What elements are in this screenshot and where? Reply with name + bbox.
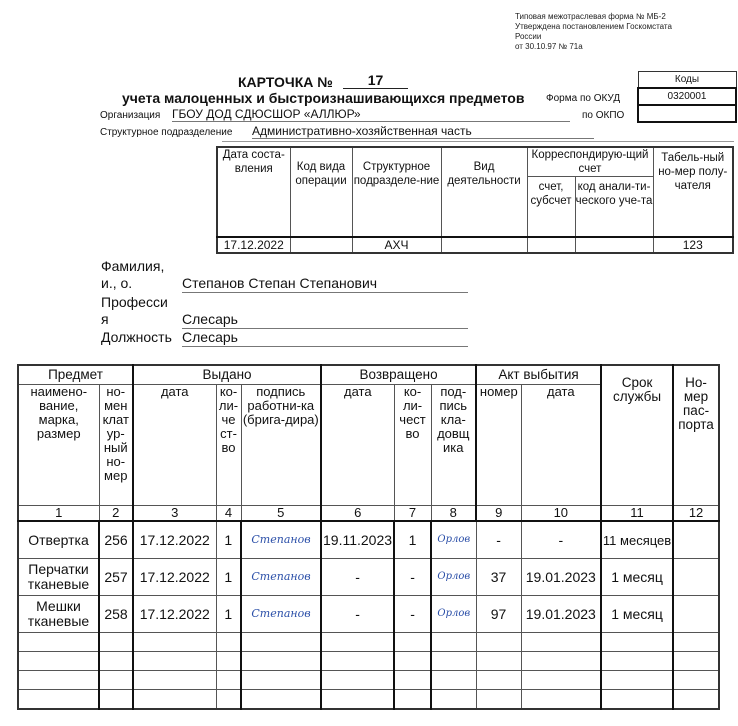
approval-line: Типовая межотраслевая форма № МБ-2 — [515, 12, 666, 21]
codes-header: Коды — [638, 72, 736, 89]
name-label-line2: и., о. — [101, 275, 133, 291]
header-service-life: Срок службы — [601, 365, 673, 506]
column-number: 5 — [241, 506, 321, 522]
empty-cell[interactable] — [216, 652, 241, 671]
empty-cell[interactable] — [99, 690, 133, 710]
empty-cell[interactable] — [521, 652, 601, 671]
card-title: КАРТОЧКА № — [238, 74, 333, 90]
divider — [222, 141, 734, 142]
header-date: Дата соста-вления — [217, 147, 290, 237]
empty-cell[interactable] — [394, 633, 431, 652]
cell-name[interactable]: Перчатки тканевые — [18, 559, 99, 596]
empty-cell[interactable] — [18, 690, 99, 710]
form-approval-note — [515, 12, 672, 52]
cell-keeper-signature[interactable]: Орлов — [431, 559, 476, 596]
card-info-table — [216, 146, 734, 254]
group-returned: Возвращено — [321, 365, 476, 385]
empty-cell[interactable] — [18, 671, 99, 690]
empty-cell[interactable] — [673, 671, 719, 690]
organization-field[interactable]: ГБОУ ДОД СДЮСШОР «АЛЛЮР» — [172, 107, 570, 122]
empty-cell[interactable] — [18, 633, 99, 652]
column-number: 8 — [431, 506, 476, 522]
value-analytic[interactable] — [575, 237, 653, 253]
empty-cell[interactable] — [321, 671, 394, 690]
header-issued-date: дата — [133, 385, 216, 506]
empty-cell[interactable] — [521, 690, 601, 710]
profession-label-line1: Професси — [101, 294, 168, 310]
empty-cell[interactable] — [394, 671, 431, 690]
empty-cell[interactable] — [216, 671, 241, 690]
cell-act-number[interactable]: 37 — [476, 559, 521, 596]
cell-passport[interactable] — [673, 559, 719, 596]
empty-row — [18, 671, 719, 690]
department-field[interactable]: Административно-хозяйственная часть — [252, 124, 594, 139]
position-label: Должность — [101, 329, 172, 345]
empty-cell[interactable] — [673, 633, 719, 652]
approval-line: от 30.10.97 № 71а — [515, 42, 583, 51]
empty-cell[interactable] — [431, 633, 476, 652]
header-analytic: код анали-ти-ческого уче-та — [575, 177, 653, 238]
empty-cell[interactable] — [394, 690, 431, 710]
items-table — [17, 364, 720, 710]
empty-cell[interactable] — [321, 690, 394, 710]
cell-name[interactable]: Мешки тканевые — [18, 596, 99, 633]
empty-cell[interactable] — [133, 690, 216, 710]
table-row — [18, 521, 719, 559]
empty-cell[interactable] — [673, 652, 719, 671]
group-writeoff: Акт выбытия — [476, 365, 601, 385]
empty-cell[interactable] — [99, 633, 133, 652]
column-numbers-row — [18, 506, 719, 522]
header-op-code: Код вида операции — [290, 147, 352, 237]
header-passport: Но-мер пас-порта — [673, 365, 719, 506]
cell-act-date[interactable]: 19.01.2023 — [521, 559, 601, 596]
empty-cell[interactable] — [521, 671, 601, 690]
header-worker-sign: подпись работни-ка (брига-дира) — [241, 385, 321, 506]
column-number: 3 — [133, 506, 216, 522]
column-number: 9 — [476, 506, 521, 522]
value-date[interactable]: 17.12.2022 — [217, 237, 290, 253]
column-number: 4 — [216, 506, 241, 522]
profession-field[interactable]: Слесарь — [182, 311, 468, 329]
okpo-label: по ОКПО — [582, 110, 625, 121]
card-number-field[interactable]: 17 — [343, 72, 408, 89]
position-field[interactable]: Слесарь — [182, 329, 468, 347]
cell-returned-date[interactable]: 19.11.2023 — [321, 521, 394, 559]
card-subtitle: учета малоценных и быстроизнашивающихся предметов — [122, 90, 525, 106]
column-number: 10 — [521, 506, 601, 522]
cell-issued-date[interactable]: 17.12.2022 — [133, 521, 216, 559]
header-dept: Структурное подразделе-ние — [352, 147, 441, 237]
codes-table — [637, 71, 737, 123]
empty-cell[interactable] — [601, 671, 673, 690]
empty-cell[interactable] — [476, 671, 521, 690]
empty-cell[interactable] — [394, 652, 431, 671]
empty-cell[interactable] — [476, 652, 521, 671]
empty-cell[interactable] — [18, 652, 99, 671]
empty-cell[interactable] — [216, 690, 241, 710]
cell-service-life[interactable]: 11 месяцев — [601, 521, 673, 559]
header-issued-qty: ко-ли-че ст-во — [216, 385, 241, 506]
value-tab-no[interactable]: 123 — [653, 237, 733, 253]
empty-cell[interactable] — [476, 690, 521, 710]
empty-cell[interactable] — [601, 652, 673, 671]
empty-row — [18, 690, 719, 710]
cell-act-date[interactable]: 19.01.2023 — [521, 596, 601, 633]
header-returned-date: дата — [321, 385, 394, 506]
column-number: 7 — [394, 506, 431, 522]
empty-cell[interactable] — [99, 671, 133, 690]
cell-worker-signature[interactable]: Степанов — [241, 521, 321, 559]
empty-cell[interactable] — [241, 652, 321, 671]
cell-act-number[interactable]: - — [476, 521, 521, 559]
header-activity: Вид деятельности — [441, 147, 527, 237]
empty-cell[interactable] — [673, 690, 719, 710]
table-row — [18, 559, 719, 596]
approval-line: Утверждена постановлением Госкомстата — [515, 22, 672, 31]
cell-nomen[interactable]: 258 — [99, 596, 133, 633]
empty-cell[interactable] — [521, 633, 601, 652]
empty-cell[interactable] — [133, 633, 216, 652]
value-dept[interactable]: АХЧ — [352, 237, 441, 253]
empty-row — [18, 633, 719, 652]
cell-passport[interactable] — [673, 596, 719, 633]
table-row — [18, 596, 719, 633]
empty-cell[interactable] — [476, 633, 521, 652]
header-nomen: но-мен клат ур-ный но-мер — [99, 385, 133, 506]
empty-cell[interactable] — [241, 671, 321, 690]
empty-cell[interactable] — [431, 690, 476, 710]
empty-cell[interactable] — [241, 690, 321, 710]
column-number: 11 — [601, 506, 673, 522]
empty-cell[interactable] — [216, 633, 241, 652]
cell-returned-qty[interactable]: - — [394, 559, 431, 596]
header-act-date: дата — [521, 385, 601, 506]
name-label-line1: Фамилия, — [101, 258, 165, 274]
cell-keeper-signature[interactable]: Орлов — [431, 596, 476, 633]
cell-issued-date[interactable]: 17.12.2022 — [133, 596, 216, 633]
empty-cell[interactable] — [601, 690, 673, 710]
okpo-code-field[interactable] — [638, 105, 736, 122]
group-issued: Выдано — [133, 365, 321, 385]
column-number: 12 — [673, 506, 719, 522]
header-returned-qty: ко-ли-чест во — [394, 385, 431, 506]
cell-issued-qty[interactable]: 1 — [216, 596, 241, 633]
cell-worker-signature[interactable]: Степанов — [241, 596, 321, 633]
cell-worker-signature[interactable]: Степанов — [241, 559, 321, 596]
header-keeper-sign: под-пись кла-довщ ика — [431, 385, 476, 506]
empty-cell[interactable] — [133, 671, 216, 690]
empty-cell[interactable] — [601, 633, 673, 652]
cell-act-number[interactable]: 97 — [476, 596, 521, 633]
cell-passport[interactable] — [673, 521, 719, 559]
header-account: счет, субсчет — [527, 177, 575, 238]
value-op-code[interactable] — [290, 237, 352, 253]
cell-issued-date[interactable]: 17.12.2022 — [133, 559, 216, 596]
cell-nomen[interactable]: 256 — [99, 521, 133, 559]
empty-cell[interactable] — [99, 652, 133, 671]
value-activity[interactable] — [441, 237, 527, 253]
cell-keeper-signature[interactable]: Орлов — [431, 521, 476, 559]
department-label: Структурное подразделение — [100, 127, 233, 138]
cell-service-life[interactable]: 1 месяц — [601, 596, 673, 633]
empty-row — [18, 652, 719, 671]
cell-issued-qty[interactable]: 1 — [216, 559, 241, 596]
empty-cell[interactable] — [431, 652, 476, 671]
cell-returned-date[interactable]: - — [321, 596, 394, 633]
header-corr-account: Корреспондирую-щий счет — [527, 147, 653, 177]
cell-returned-qty[interactable]: 1 — [394, 521, 431, 559]
cell-returned-qty[interactable]: - — [394, 596, 431, 633]
cell-service-life[interactable]: 1 месяц — [601, 559, 673, 596]
header-name: наимено-вание, марка, размер — [18, 385, 99, 506]
cell-returned-date[interactable]: - — [321, 559, 394, 596]
group-item: Предмет — [18, 365, 133, 385]
profession-label-line2: я — [101, 311, 109, 327]
empty-cell[interactable] — [241, 633, 321, 652]
organization-label: Организация — [100, 110, 161, 121]
header-act-number: номер — [476, 385, 521, 506]
approval-line: России — [515, 32, 542, 41]
empty-cell[interactable] — [133, 652, 216, 671]
column-number: 6 — [321, 506, 394, 522]
column-number: 2 — [99, 506, 133, 522]
empty-cell[interactable] — [321, 652, 394, 671]
header-tab-no: Табель-ный но-мер полу-чателя — [653, 147, 733, 237]
cell-name[interactable]: Отвертка — [18, 521, 99, 559]
full-name-field[interactable]: Степанов Степан Степанович — [182, 275, 468, 293]
empty-cell[interactable] — [321, 633, 394, 652]
cell-issued-qty[interactable]: 1 — [216, 521, 241, 559]
cell-nomen[interactable]: 257 — [99, 559, 133, 596]
okud-code-field[interactable]: 0320001 — [638, 88, 736, 105]
okud-label: Форма по ОКУД — [546, 93, 621, 104]
column-number: 1 — [18, 506, 99, 522]
cell-act-date[interactable]: - — [521, 521, 601, 559]
value-account[interactable] — [527, 237, 575, 253]
empty-cell[interactable] — [431, 671, 476, 690]
